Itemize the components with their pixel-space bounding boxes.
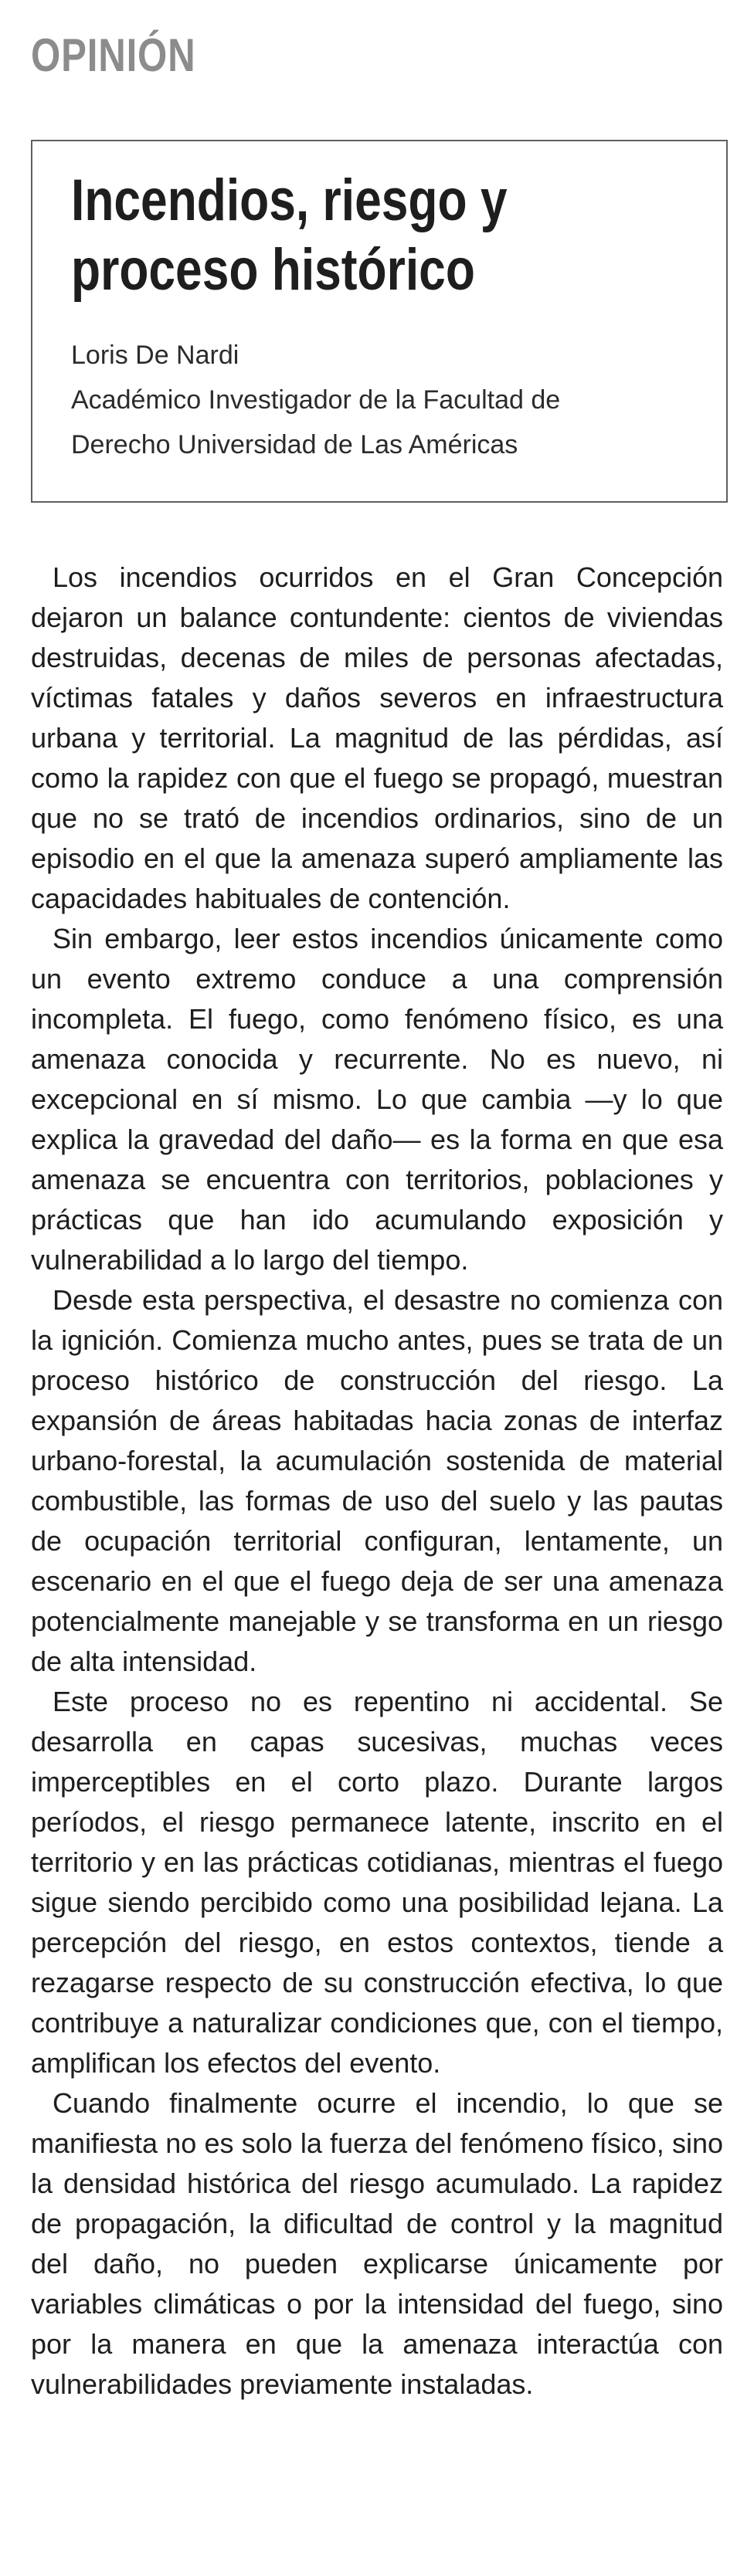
byline (71, 333, 705, 467)
article-title-line-1: Incendios, riesgo y (71, 168, 508, 233)
article-title (71, 166, 590, 305)
article-paragraph-2: Sin embargo, leer estos incendios únicamente como un evento extremo conduce a una comprensión incompleta. El fuego, como fenómeno físico, es una amenaza conocida y recurrente. No es nuevo, ni excepcional en sí mismo. Lo que cambia —y lo que explica la gravedad del daño— es la forma en que esa amenaza se encuentra con territorios, poblaciones y prácticas que han ido acumulando exposición y vulnerabilidad a lo largo del tiempo. (31, 923, 723, 1276)
section-label: OPINIÓN (31, 29, 196, 81)
article-paragraph-4: Este proceso no es repentino ni accidental. Se desarrolla en capas sucesivas, muchas veces imperceptibles en el corto plazo. Durante largos períodos, el riesgo permanece latente, inscrito en el territorio y en las prácticas cotidianas, mientras el fuego sigue siendo percibido como una posibilidad lejana. La percepción del riesgo, en estos contextos, tiende a rezagarse respecto de su construcción efectiva, lo que contribuye a naturalizar condiciones que, con el tiempo, amplifican los efectos del evento. (31, 1686, 723, 2079)
article-paragraph-1: Los incendios ocurridos en el Gran Concepción dejaron un balance contundente: cientos de viviendas destruidas, decenas de miles de personas afectadas, víctimas fatales y daños severos en infraestructura urbana y territorial. La magnitud de las pérdidas, así como la rapidez con que el fuego se propagó, muestran que no se trató de incendios ordinarios, sino de un episodio en el que la amenaza superó ampliamente las capacidades habituales de contención. (31, 561, 723, 914)
article-paragraph-5: Cuando finalmente ocurre el incendio, lo que se manifiesta no es solo la fuerza del fenómeno físico, sino la densidad histórica del riesgo acumulado. La rapidez de propagación, la dificultad de control y la magnitud del daño, no pueden explicarse únicamente por variables climáticas o por la intensidad del fuego, sino por la manera en que la amenaza interactúa con vulnerabilidades previamente instaladas. (31, 2087, 723, 2400)
article-title-line-2: proceso histórico (71, 237, 475, 303)
author-name: Loris De Nardi (71, 341, 239, 370)
author-role-line-2: Derecho Universidad de Las Américas (71, 430, 518, 459)
article-body (31, 558, 723, 2405)
author-role-line-1: Académico Investigador de la Facultad de (71, 385, 561, 415)
article-paragraph-3: Desde esta perspectiva, el desastre no comienza con la ignición. Comienza mucho antes, pues se trata de un proceso histórico de construcción del riesgo. La expansión de áreas habitadas hacia zonas de interfaz urbano-forestal, la acumulación sostenida de material combustible, las formas de uso del suelo y las pautas de ocupación territorial configuran, lentamente, un escenario en el que el fuego deja de ser una amenaza potencialmente manejable y se transforma en un riesgo de alta intensidad. (31, 1284, 723, 1677)
headline-box (31, 140, 728, 503)
